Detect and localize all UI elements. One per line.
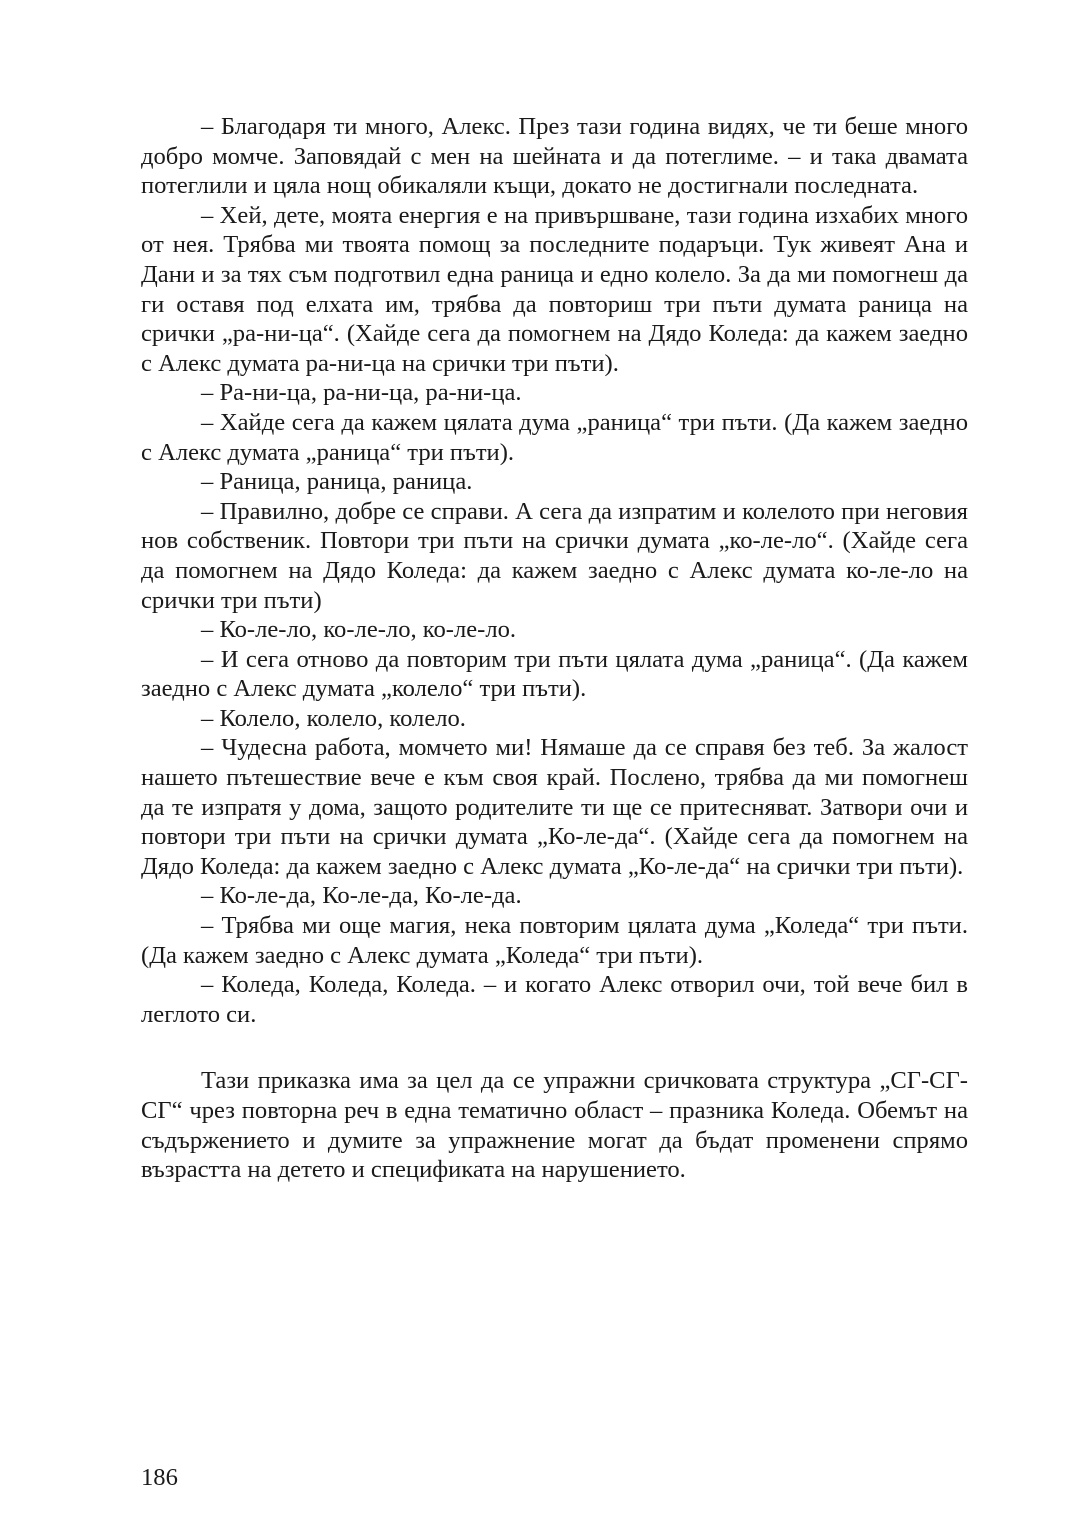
paragraph-7: – Ко-ле-ло, ко-ле-ло, ко-ле-ло. bbox=[201, 616, 517, 644]
paragraph-2: – Хей, дете, моята енергия е на привършване, тази година изхабих много от нея. Трябва ми твоята помощ за последните подаръци. Тук живеят Ана и Дани и за тях съм подготвил една раница и едно колело. За да ми помогнеш да ги оставя под елхата им, трябва да повториш три пъти думата раница на срички „ра-ни-ца“. (Хайде сега да помогнем на Дядо Коледа: да кажем заедно с Алекс думата ра-ни-ца на срички три пъти). bbox=[141, 201, 968, 377]
section-gap bbox=[141, 1029, 968, 1066]
paragraph-8: – И сега отново да повторим три пъти цялата дума „раница“. (Да кажем заедно с Алекс думата „колело“ три пъти). bbox=[141, 645, 968, 703]
closing-note: Тази приказка има за цел да се упражни сричковата структура „СГ-СГ-СГ“ чрез повторна реч в една тематично област – празника Коледа. Обемът на съдържението и думите за упражнение могат да бъдат променени спрямо възрастта на детето и спецификата на нарушението. bbox=[141, 1067, 968, 1184]
paragraph-4: – Хайде сега да кажем цялата дума „раница“ три пъти. (Да кажем заедно с Алекс думата „раница“ три пъти). bbox=[141, 408, 968, 466]
paragraph-11: – Ко-ле-да, Ко-ле-да, Ко-ле-да. bbox=[201, 882, 522, 910]
paragraph-6: – Правилно, добре се справи. А сега да изпратим и колелото при неговия нов собственик. Повтори три пъти на срички думата „ко-ле-ло“. (Хайде сега да помогнем на Дядо Коледа: да кажем заедно с Алекс думата ко-ле-ло на срички три пъти) bbox=[141, 497, 968, 614]
paragraph-10: – Чудесна работа, момчето ми! Нямаше да се справя без теб. За жалост нашето пътешествие вече е към своя край. Послено, трябва да ми помогнеш да те изпратя у дома, защото родителите ти ще се притесняват. Затвори очи и повтори три пъти на срички думата „Ко-ле-да“. (Хайде сега да помогнем на Дядо Коледа: да кажем заедно с Алекс думата „Ко-ле-да“ на срички три пъти). bbox=[141, 734, 968, 880]
page-number: 186 bbox=[141, 1464, 178, 1491]
paragraph-5: – Раница, раница, раница. bbox=[201, 468, 473, 496]
paragraph-3: – Ра-ни-ца, ра-ни-ца, ра-ни-ца. bbox=[201, 379, 522, 407]
page-body bbox=[141, 112, 968, 1185]
paragraph-13: – Коледа, Коледа, Коледа. – и когато Алекс отворил очи, той вече бил в леглото си. bbox=[141, 971, 968, 1028]
paragraph-12: – Трябва ми още магия, нека повторим цялата дума „Коледа“ три пъти. (Да кажем заедно с Алекс думата „Коледа“ три пъти). bbox=[141, 912, 968, 969]
paragraph-1: – Благодаря ти много, Алекс. През тази година видях, че ти беше много добро момче. Заповядай с мен на шейната и да потеглиме. – и така двамата потеглили и цяла нощ обикаляли къщи, докато не достигнали последната. bbox=[141, 113, 968, 200]
paragraph-9: – Колело, колело, колело. bbox=[201, 704, 466, 732]
